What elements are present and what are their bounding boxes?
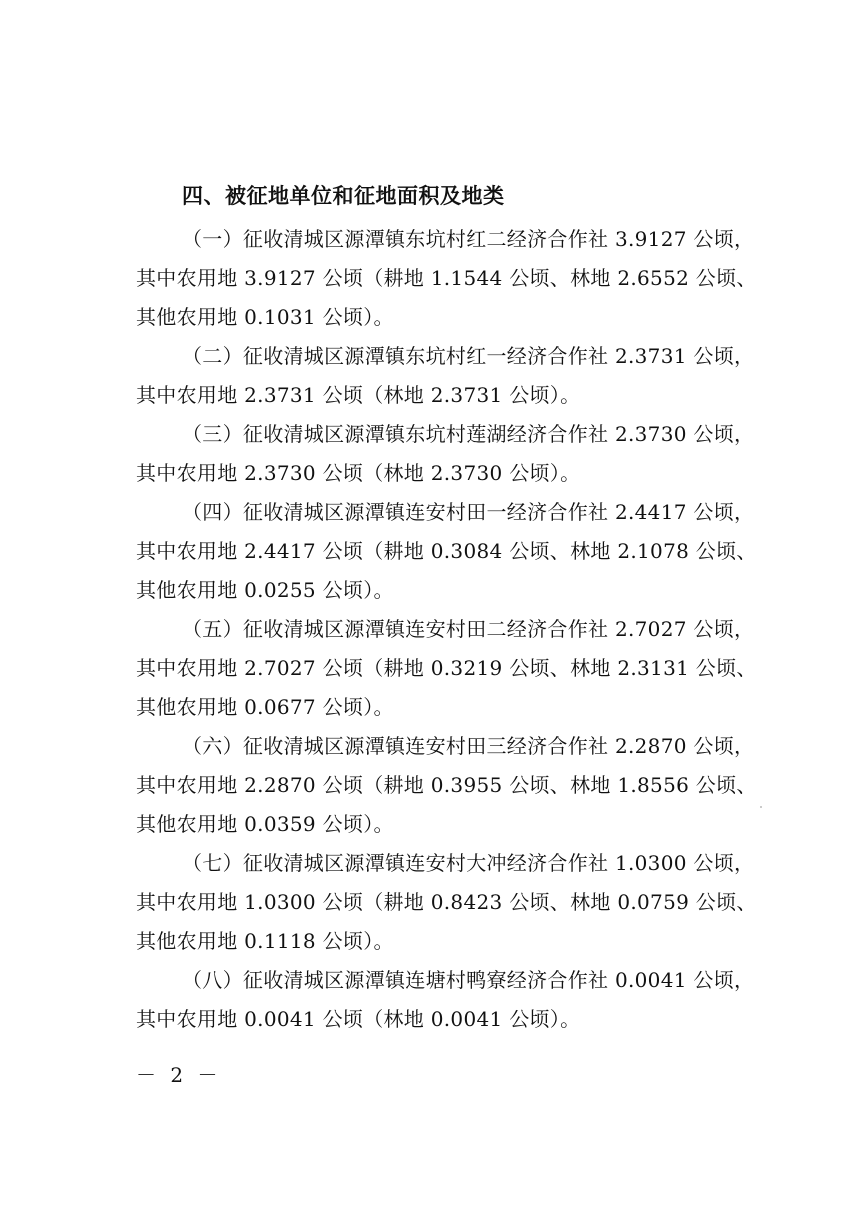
paragraph-line: 其中农用地 2.3731 公顷（林地 2.3731 公顷）。 xyxy=(136,383,581,407)
scan-speck xyxy=(760,806,762,808)
paragraph-line: （一）征收清城区源潭镇东坑村红二经济合作社 3.9127 公顷， xyxy=(182,227,755,251)
paragraph-line: 其中农用地 1.0300 公顷（耕地 0.8423 公顷、林地 0.0759 公顷、 xyxy=(136,890,757,914)
paragraph-7 xyxy=(136,844,757,961)
paragraph-8 xyxy=(136,961,755,1039)
paragraph-line: 其中农用地 0.0041 公顷（林地 0.0041 公顷）。 xyxy=(136,1007,581,1031)
paragraph-line: （三）征收清城区源潭镇东坑村莲湖经济合作社 2.3730 公顷， xyxy=(182,422,755,446)
paragraph-1 xyxy=(136,220,757,337)
paragraph-line: （四）征收清城区源潭镇连安村田一经济合作社 2.4417 公顷， xyxy=(182,500,755,524)
page-number: － 2 － xyxy=(136,1063,222,1087)
paragraph-line: 其他农用地 0.0359 公顷）。 xyxy=(136,812,394,836)
paragraph-line: 其他农用地 0.0677 公顷）。 xyxy=(136,695,394,719)
paragraph-line: （八）征收清城区源潭镇连塘村鸭寮经济合作社 0.0041 公顷， xyxy=(182,968,755,992)
paragraph-line: （二）征收清城区源潭镇东坑村红一经济合作社 2.3731 公顷， xyxy=(182,344,755,368)
paragraph-line: 其中农用地 2.3730 公顷（林地 2.3730 公顷）。 xyxy=(136,461,581,485)
paragraph-line: 其中农用地 2.7027 公顷（耕地 0.3219 公顷、林地 2.3131 公顷、 xyxy=(136,656,757,680)
paragraph-line: （七）征收清城区源潭镇连安村大冲经济合作社 1.0300 公顷， xyxy=(182,851,755,875)
paragraph-2 xyxy=(136,337,755,415)
paragraph-line: 其他农用地 0.1118 公顷）。 xyxy=(136,929,394,953)
paragraph-line: 其中农用地 3.9127 公顷（耕地 1.1544 公顷、林地 2.6552 公顷、 xyxy=(136,266,757,290)
paragraph-6 xyxy=(136,727,757,844)
paragraph-5 xyxy=(136,610,757,727)
paragraph-line: 其他农用地 0.0255 公顷）。 xyxy=(136,578,394,602)
paragraph-line: 其中农用地 2.2870 公顷（耕地 0.3955 公顷、林地 1.8556 公顷、 xyxy=(136,773,757,797)
paragraph-line: 其他农用地 0.1031 公顷）。 xyxy=(136,305,394,329)
paragraph-4 xyxy=(136,493,757,610)
paragraph-line: 其中农用地 2.4417 公顷（耕地 0.3084 公顷、林地 2.1078 公顷、 xyxy=(136,539,757,563)
paragraph-line: （五）征收清城区源潭镇连安村田二经济合作社 2.7027 公顷， xyxy=(182,617,755,641)
paragraph-line: （六）征收清城区源潭镇连安村田三经济合作社 2.2870 公顷， xyxy=(182,734,755,758)
section-heading: 四、被征地单位和征地面积及地类 xyxy=(182,184,505,208)
paragraph-3 xyxy=(136,415,755,493)
